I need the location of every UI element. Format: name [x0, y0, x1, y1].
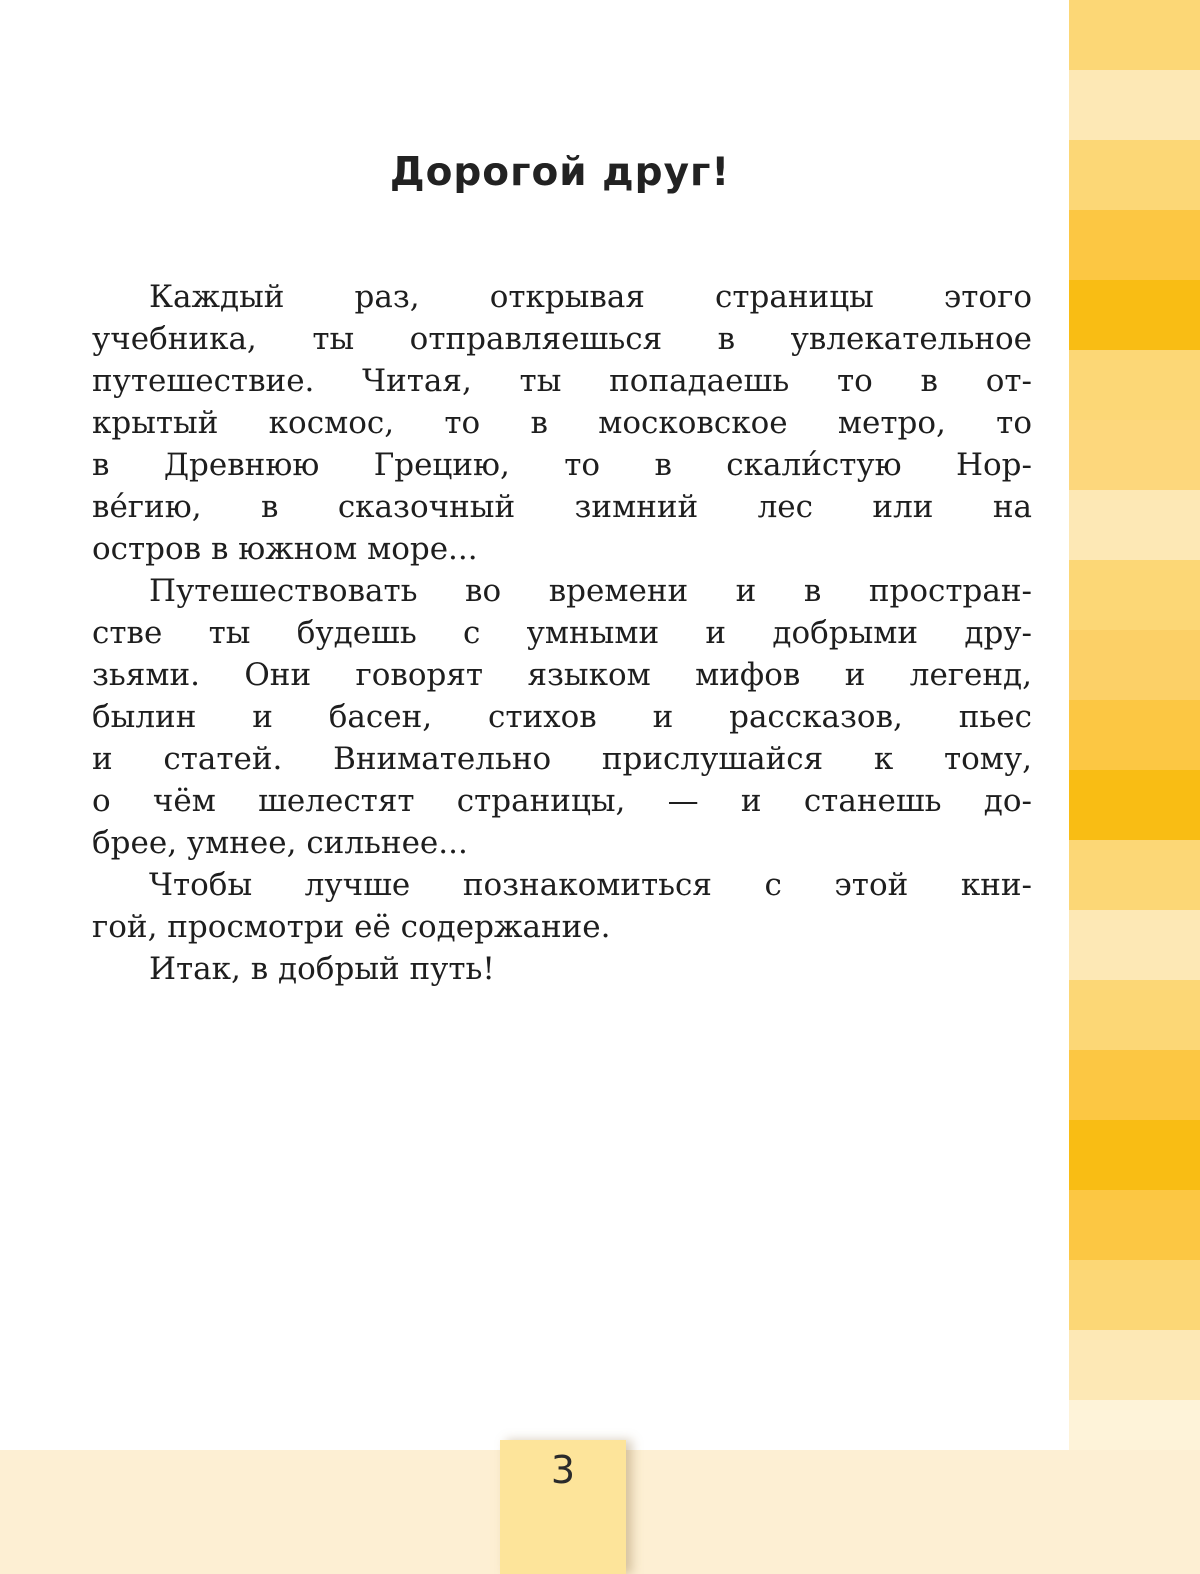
text-line: крытый космос, то в московское метро, то — [92, 405, 1032, 441]
stripe-segment — [1069, 630, 1200, 700]
stripe-segment — [1069, 0, 1200, 70]
body-text — [92, 276, 1032, 990]
stripe-segment — [1069, 1330, 1200, 1400]
text-line: Каждый раз, открывая страницы этого — [149, 279, 1032, 315]
page-title: Дорогой друг! — [389, 150, 731, 195]
stripe-segment — [1069, 840, 1200, 910]
text-line: путешествие. Читая, ты попадаешь то в от- — [92, 363, 1032, 399]
stripe-segment — [1069, 1050, 1200, 1120]
stripe-segment — [1069, 980, 1200, 1050]
stripe-segment — [1069, 910, 1200, 980]
text-line: в Древнюю Грецию, то в скали́стую Нор- — [92, 447, 1032, 483]
stripe-segment — [1069, 210, 1200, 280]
text-line: гой, просмотри её содержание. — [92, 909, 611, 945]
text-line: учебника, ты отправляешься в увлекательное — [92, 321, 1032, 357]
text-line: Чтобы лучше познакомиться с этой кни- — [149, 867, 1032, 903]
page-number: 3 — [550, 1448, 576, 1492]
text-line: зьями. Они говорят языком мифов и легенд, — [92, 657, 1032, 693]
stripe-segment — [1069, 350, 1200, 420]
stripe-segment — [1069, 770, 1200, 840]
decorative-stripe-column — [1069, 0, 1200, 1450]
text-line: Итак, в добрый путь! — [149, 951, 495, 987]
stripe-segment — [1069, 70, 1200, 140]
stripe-segment — [1069, 1260, 1200, 1330]
text-line: остров в южном море... — [92, 531, 478, 567]
text-line: Путешествовать во времени и в простран- — [149, 573, 1032, 609]
stripe-segment — [1069, 560, 1200, 630]
stripe-segment — [1069, 1190, 1200, 1260]
text-line: былин и басен, стихов и рассказов, пьес — [92, 699, 1032, 735]
text-line: и статей. Внимательно прислушайся к тому, — [92, 741, 1032, 777]
text-line: о чём шелестят страницы, — и станешь до- — [92, 783, 1032, 819]
stripe-segment — [1069, 420, 1200, 490]
stripe-segment — [1069, 1120, 1200, 1190]
text-line: ве́гию, в сказочный зимний лес или на — [92, 489, 1032, 525]
stripe-segment — [1069, 700, 1200, 770]
stripe-segment — [1069, 490, 1200, 560]
stripe-segment — [1069, 280, 1200, 350]
page-number-tab — [500, 1440, 626, 1574]
text-line: стве ты будешь с умными и добрыми дру- — [92, 615, 1032, 651]
text-line: брее, умнее, сильнее... — [92, 825, 468, 861]
